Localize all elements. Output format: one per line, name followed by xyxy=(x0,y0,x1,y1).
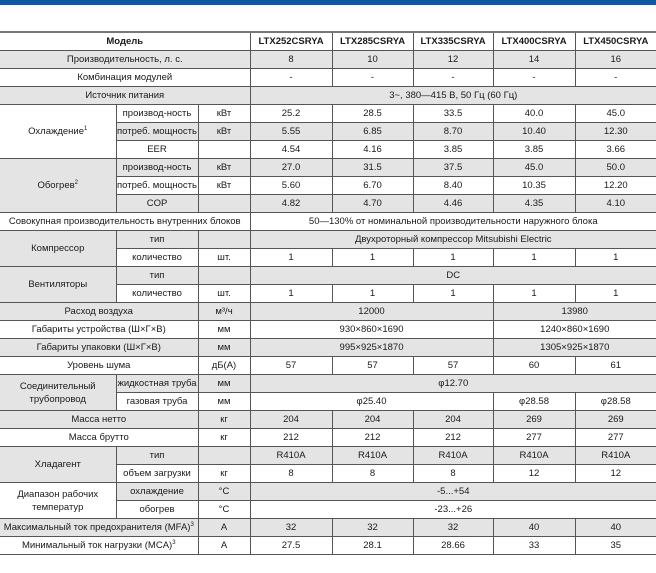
cell: 1 xyxy=(493,285,575,303)
cell: R410A xyxy=(413,447,493,465)
cell: 61 xyxy=(575,357,656,375)
cell: 35 xyxy=(575,537,656,555)
unit: А xyxy=(198,537,250,555)
cell: 1 xyxy=(250,249,332,267)
sub-label: COP xyxy=(116,195,198,213)
unit: м³/ч xyxy=(198,303,250,321)
cell: 32 xyxy=(332,519,413,537)
cell: 40.0 xyxy=(493,105,575,123)
sub-label: тип xyxy=(116,267,198,285)
sub-label: обогрев xyxy=(116,501,198,519)
row-dims-pack xyxy=(0,339,656,357)
cell: 4.82 xyxy=(250,195,332,213)
unit: мм xyxy=(198,339,250,357)
cell-merged: DC xyxy=(250,267,656,285)
group-label-heating: Обогрев$^2$ xyxy=(0,159,116,213)
cell: 1 xyxy=(250,285,332,303)
row-fans-type xyxy=(0,267,656,285)
row-label: Уровень шума xyxy=(0,357,198,375)
cell: 10 xyxy=(332,51,413,69)
top-blue-bar xyxy=(0,0,656,5)
cell: 4.10 xyxy=(575,195,656,213)
cell: 277 xyxy=(575,429,656,447)
cell: 269 xyxy=(493,411,575,429)
cell: R410A xyxy=(493,447,575,465)
cell: 1 xyxy=(493,249,575,267)
cell: 4.54 xyxy=(250,141,332,159)
cell: φ28.58 xyxy=(493,393,575,411)
cell: 14 xyxy=(493,51,575,69)
unit: кВт xyxy=(198,105,250,123)
cell: 32 xyxy=(250,519,332,537)
sub-label: объем загрузки xyxy=(116,465,198,483)
model-header: LTX450CSRYA xyxy=(575,32,656,51)
sub-label: потреб. мощность xyxy=(116,177,198,195)
group-label-temp-range: Диапазон рабочих температур xyxy=(0,483,116,519)
cell: 5.60 xyxy=(250,177,332,195)
row-label: Расход воздуха xyxy=(0,303,198,321)
unit: кг xyxy=(198,411,250,429)
unit xyxy=(198,231,250,249)
cell: 8.70 xyxy=(413,123,493,141)
cell: 57 xyxy=(250,357,332,375)
cell: 10.40 xyxy=(493,123,575,141)
cell: 57 xyxy=(413,357,493,375)
unit: шт. xyxy=(198,285,250,303)
row-label: Комбинация модулей xyxy=(0,69,250,87)
cell: 12.30 xyxy=(575,123,656,141)
cell-merged: φ25.40 xyxy=(250,393,493,411)
unit: °C xyxy=(198,501,250,519)
row-label: Источник питания xyxy=(0,87,250,105)
cell: 50.0 xyxy=(575,159,656,177)
row-piping-liquid xyxy=(0,375,656,393)
row-combo xyxy=(0,69,656,87)
cell: 57 xyxy=(332,357,413,375)
sub-label: тип xyxy=(116,231,198,249)
sub-label: потреб. мощность xyxy=(116,123,198,141)
group-label-refrigerant: Хладагент xyxy=(0,447,116,483)
cell: 204 xyxy=(250,411,332,429)
row-label: Производительность, л. с. xyxy=(0,51,250,69)
cell: 12 xyxy=(493,465,575,483)
unit: кВт xyxy=(198,177,250,195)
cell: 28.66 xyxy=(413,537,493,555)
cell: 10.35 xyxy=(493,177,575,195)
unit: кВт xyxy=(198,159,250,177)
row-mfa xyxy=(0,519,656,537)
cell: 8 xyxy=(413,465,493,483)
cell: 45.0 xyxy=(575,105,656,123)
row-refrigerant-type xyxy=(0,447,656,465)
cell: 12 xyxy=(413,51,493,69)
row-airflow xyxy=(0,303,656,321)
cell-merged: Двухроторный компрессор Mitsubishi Electric xyxy=(250,231,656,249)
row-label: Масса нетто xyxy=(0,411,198,429)
cell: 1 xyxy=(575,249,656,267)
model-label: Модель xyxy=(0,32,250,51)
row-dims-unit xyxy=(0,321,656,339)
cell: 45.0 xyxy=(493,159,575,177)
cell: 40 xyxy=(493,519,575,537)
row-heating-capacity xyxy=(0,159,656,177)
unit xyxy=(198,141,250,159)
sub-label: количество xyxy=(116,249,198,267)
cell: - xyxy=(493,69,575,87)
row-temp-cooling xyxy=(0,483,656,501)
unit: шт. xyxy=(198,249,250,267)
cell-merged: 13980 xyxy=(493,303,656,321)
sub-label: производ-ность xyxy=(116,159,198,177)
sub-label: газовая труба xyxy=(116,393,198,411)
cell: φ28.58 xyxy=(575,393,656,411)
cell: 212 xyxy=(332,429,413,447)
cell: 4.16 xyxy=(332,141,413,159)
cell: 12.20 xyxy=(575,177,656,195)
cell: - xyxy=(332,69,413,87)
cell: 37.5 xyxy=(413,159,493,177)
cell-merged: 50—130% от номинальной производительности наружного блока xyxy=(250,213,656,231)
unit xyxy=(198,447,250,465)
row-net-mass xyxy=(0,411,656,429)
row-label: Габариты упаковки (Ш×Г×В) xyxy=(0,339,198,357)
row-mca xyxy=(0,537,656,555)
cell: R410A xyxy=(575,447,656,465)
cell: 1 xyxy=(332,249,413,267)
row-indoor-total xyxy=(0,213,656,231)
cell: 40 xyxy=(575,519,656,537)
cell-merged: 995×925×1870 xyxy=(250,339,493,357)
cell-merged: -23...+26 xyxy=(250,501,656,519)
spec-table xyxy=(0,31,656,555)
cell-merged: 12000 xyxy=(250,303,493,321)
cell: 8 xyxy=(332,465,413,483)
row-label: Минимальный ток нагрузки (MCA)$^3$ xyxy=(0,537,198,555)
group-label-compressor: Компрессор xyxy=(0,231,116,267)
sub-label: количество xyxy=(116,285,198,303)
cell: 27.5 xyxy=(250,537,332,555)
row-label: Совокупная производительность внутренних блоков xyxy=(0,213,250,231)
sub-label: охлаждение xyxy=(116,483,198,501)
footnote-mark: 2 xyxy=(74,180,79,186)
cell: 269 xyxy=(575,411,656,429)
cell: 3.85 xyxy=(493,141,575,159)
cell: 4.70 xyxy=(332,195,413,213)
cell: 8 xyxy=(250,465,332,483)
cell: 3.85 xyxy=(413,141,493,159)
unit: кВт xyxy=(198,123,250,141)
row-compressor-type xyxy=(0,231,656,249)
unit: мм xyxy=(198,375,250,393)
cell: 1 xyxy=(413,249,493,267)
cell: 16 xyxy=(575,51,656,69)
model-header: LTX285CSRYA xyxy=(332,32,413,51)
row-power xyxy=(0,87,656,105)
footnote-mark: 1 xyxy=(84,126,88,132)
cell-merged: 3~, 380—415 В, 50 Гц (60 Гц) xyxy=(250,87,656,105)
row-cooling-capacity xyxy=(0,105,656,123)
cell: 4.46 xyxy=(413,195,493,213)
cell: 12 xyxy=(575,465,656,483)
cell: 27.0 xyxy=(250,159,332,177)
cell: 204 xyxy=(332,411,413,429)
unit: мм xyxy=(198,393,250,411)
row-label: Масса брутто xyxy=(0,429,198,447)
cell: 5.55 xyxy=(250,123,332,141)
unit: кг xyxy=(198,465,250,483)
cell: 1 xyxy=(575,285,656,303)
model-header: LTX252CSRYA xyxy=(250,32,332,51)
sub-label: EER xyxy=(116,141,198,159)
cell-merged: 930×860×1690 xyxy=(250,321,493,339)
cell-merged: 1305×925×1870 xyxy=(493,339,656,357)
row-label: Максимальный ток предохранителя (MFA)$^3$ xyxy=(0,519,198,537)
cell: 212 xyxy=(250,429,332,447)
cell: 33 xyxy=(493,537,575,555)
cell: - xyxy=(413,69,493,87)
cell: 8.40 xyxy=(413,177,493,195)
cell-merged: 1240×860×1690 xyxy=(493,321,656,339)
row-noise xyxy=(0,357,656,375)
header-row xyxy=(0,32,656,51)
row-label: Габариты устройства (Ш×Г×В) xyxy=(0,321,198,339)
unit xyxy=(198,195,250,213)
group-label-fans: Вентиляторы xyxy=(0,267,116,303)
cell: 60 xyxy=(493,357,575,375)
cell: 1 xyxy=(413,285,493,303)
model-header: LTX335CSRYA xyxy=(413,32,493,51)
cell: 3.66 xyxy=(575,141,656,159)
unit: °C xyxy=(198,483,250,501)
sub-label: тип xyxy=(116,447,198,465)
unit xyxy=(198,267,250,285)
cell: 277 xyxy=(493,429,575,447)
cell: 8 xyxy=(250,51,332,69)
row-gross-mass xyxy=(0,429,656,447)
unit: кг xyxy=(198,429,250,447)
cell: 6.85 xyxy=(332,123,413,141)
sub-label: производ-ность xyxy=(116,105,198,123)
cell: 25.2 xyxy=(250,105,332,123)
unit: мм xyxy=(198,321,250,339)
footnote-mark: 3 xyxy=(190,522,194,528)
cell: 212 xyxy=(413,429,493,447)
cell: R410A xyxy=(332,447,413,465)
cell: 32 xyxy=(413,519,493,537)
cell: 204 xyxy=(413,411,493,429)
cell: 31.5 xyxy=(332,159,413,177)
cell: 6.70 xyxy=(332,177,413,195)
cell-merged: -5...+54 xyxy=(250,483,656,501)
cell: - xyxy=(575,69,656,87)
sub-label: жидкостная труба xyxy=(116,375,198,393)
cell: R410A xyxy=(250,447,332,465)
unit: А xyxy=(198,519,250,537)
cell: 1 xyxy=(332,285,413,303)
footnote-mark: 3 xyxy=(172,540,176,546)
model-header: LTX400CSRYA xyxy=(493,32,575,51)
cell: 28.5 xyxy=(332,105,413,123)
cell: - xyxy=(250,69,332,87)
cell-merged: φ12.70 xyxy=(250,375,656,393)
group-label-cooling: Охлаждение$^1$ xyxy=(0,105,116,159)
group-label-piping: Соединительный трубопровод xyxy=(0,375,116,411)
cell: 4.35 xyxy=(493,195,575,213)
cell: 33.5 xyxy=(413,105,493,123)
cell: 28.1 xyxy=(332,537,413,555)
row-hp xyxy=(0,51,656,69)
unit: дБ(А) xyxy=(198,357,250,375)
